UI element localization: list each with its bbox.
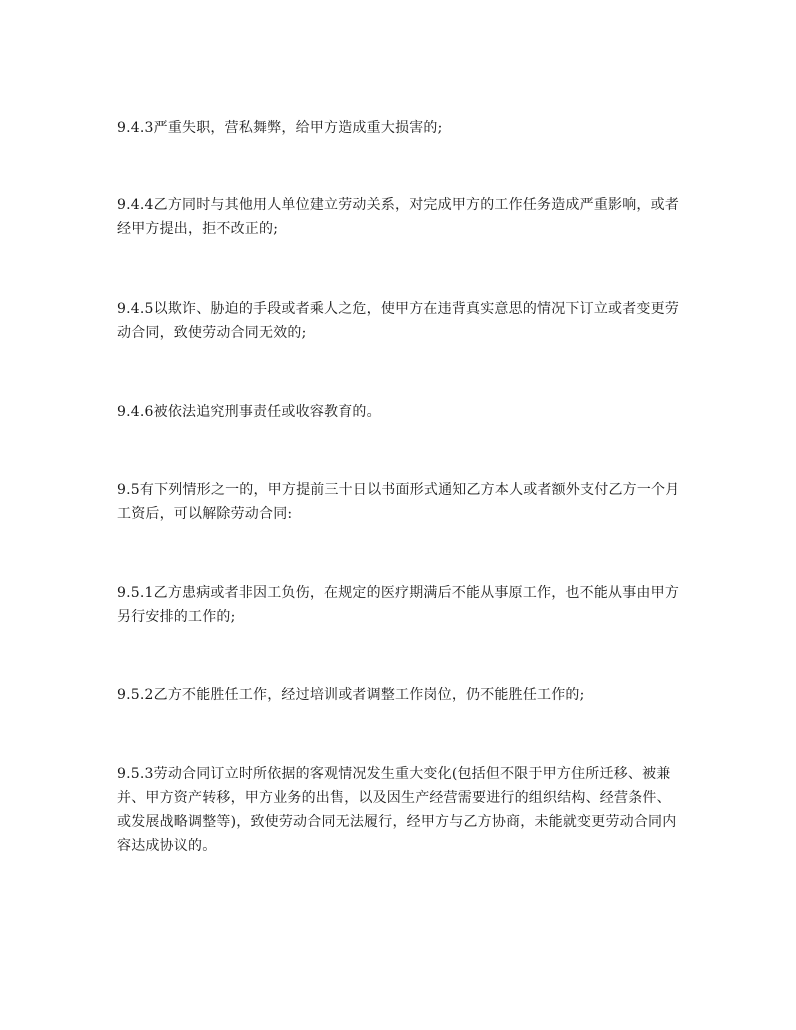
clause-9-4-3: 9.4.3严重失职，营私舞弊，给甲方造成重大损害的; <box>117 120 443 136</box>
clause-9-4-4: 9.4.4乙方同时与其他用人单位建立劳动关系，对完成甲方的工作任务造成严重影响，或者经甲方提出，拒不改正的; <box>117 197 680 237</box>
clause-9-5-2: 9.5.2乙方不能胜任工作，经过培训或者调整工作岗位，仍不能胜任工作的; <box>117 687 585 703</box>
clause-9-4-5: 9.4.5以欺诈、胁迫的手段或者乘人之危，使甲方在违背真实意思的情况下订立或者变更劳动合同，致使劳动合同无效的; <box>117 301 680 341</box>
clause-9-5: 9.5有下列情形之一的，甲方提前三十日以书面形式通知乙方本人或者额外支付乙方一个月工资后，可以解除劳动合同: <box>117 482 680 522</box>
clause-9-5-3: 9.5.3劳动合同订立时所依据的客观情况发生重大变化(包括但不限于甲方住所迁移、被兼并、甲方资产转移，甲方业务的出售，以及因生产经营需要进行的组织结构、经营条件、或发展战略调整等)，致使劳动合同无法履行，经甲方与乙方协商，未能就变更劳动合同内容达成协议的。 <box>117 766 677 854</box>
clause-9-4-6: 9.4.6被依法追究刑事责任或收容教育的。 <box>117 404 381 420</box>
clause-9-5-1: 9.5.1乙方患病或者非因工负伤，在规定的医疗期满后不能从事原工作，也不能从事由甲方另行安排的工作的; <box>117 585 680 625</box>
